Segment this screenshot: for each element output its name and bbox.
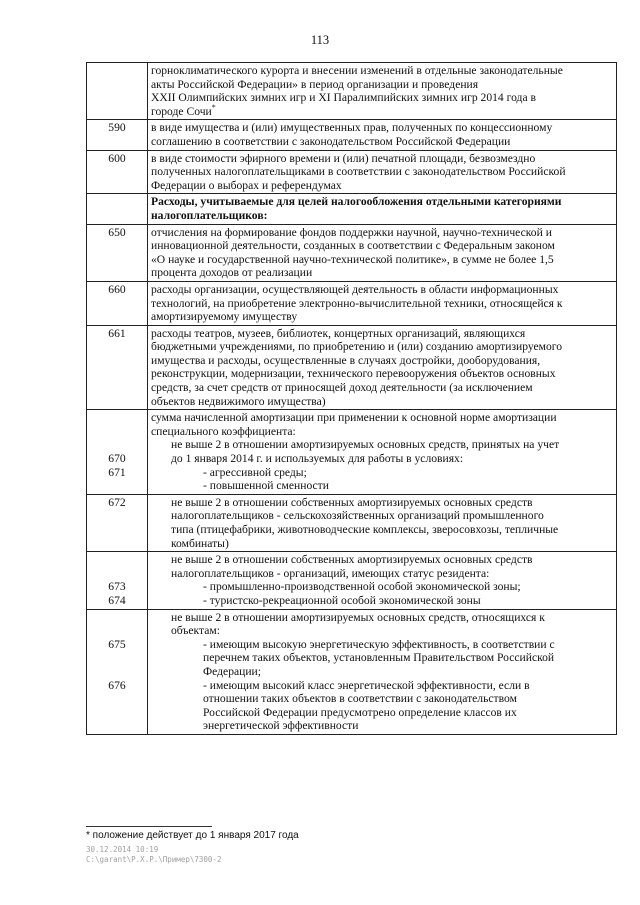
description-text: в виде стоимости эфирного времени и (или) печатной площади, безвозмездно	[151, 151, 536, 165]
description-text: имущества и расходы, осуществленные в случаях достройки, дооборудования,	[151, 353, 541, 367]
table-row	[87, 150, 617, 194]
description-text: расходы организации, осуществляющей деятельность в области информационных	[151, 282, 559, 296]
description-line	[151, 64, 613, 78]
description-text: не выше 2 в отношении собственных амортизируемых основных средств	[171, 495, 533, 509]
description-text: Российской Федерации предусмотрено определение классов их	[203, 705, 517, 719]
description-line	[151, 283, 613, 297]
description-line	[151, 179, 613, 193]
code-value: 676	[108, 678, 126, 692]
code-cell	[87, 150, 148, 194]
description-line	[151, 567, 613, 581]
description-text: средств, за счет средств от приносящей доход деятельности (за исключением	[151, 381, 533, 395]
code-value: 675	[108, 637, 126, 651]
code-value: 673	[108, 580, 126, 594]
code-value: 650	[108, 225, 126, 239]
description-text: - агрессивной среды;	[203, 465, 307, 479]
description-line	[151, 239, 613, 253]
description-line	[151, 209, 613, 223]
code-value: 661	[108, 326, 126, 340]
description-text: Расходы, учитываемые для целей налогообложения отдельными категориями	[151, 195, 562, 209]
code-value: 674	[108, 593, 126, 607]
description-line	[151, 466, 613, 480]
description-line	[151, 452, 613, 466]
description-line	[151, 226, 613, 240]
code-spacer	[90, 706, 144, 720]
description-text: Федерации;	[203, 664, 261, 678]
code-cell	[87, 120, 148, 150]
code-spacer	[90, 692, 144, 706]
description-line	[151, 121, 613, 135]
description-text: - имеющим высокий класс энергетической эффективности, если в	[203, 678, 530, 692]
description-text: перечнем таких объектов, установленным Правительством Российской	[203, 651, 555, 665]
description-line	[151, 297, 613, 311]
description-text: в виде имущества и (или) имущественных прав, полученных по концессионному	[151, 121, 553, 135]
code-value: 590	[108, 121, 126, 135]
description-text: соглашению в соответствии с законодательством Российской Федерации	[151, 134, 511, 148]
description-text: отношении таких объектов в соответствии с законодательством	[203, 692, 517, 706]
description-text: городе Сочи	[151, 104, 212, 118]
description-cell	[148, 63, 617, 120]
description-line	[151, 553, 613, 567]
code-cell	[87, 552, 148, 609]
code-spacer	[90, 411, 144, 425]
code-spacer	[90, 64, 144, 78]
description-text: отчисления на формирование фондов поддержки научной, научно-технической и	[151, 225, 552, 239]
page-number: 113	[310, 33, 330, 47]
description-line	[151, 624, 613, 638]
description-line	[151, 152, 613, 166]
description-text: до 1 января 2014 г. и используемых для работы в условиях:	[171, 452, 464, 466]
description-text: специального коэффициента:	[151, 424, 296, 438]
description-cell	[148, 281, 617, 325]
description-text: - имеющим высокую энергетическую эффективность, в соответствии с	[203, 637, 555, 651]
code-cell	[87, 224, 148, 281]
code-spacer	[90, 425, 144, 439]
code-cell	[87, 281, 148, 325]
description-line	[151, 78, 613, 92]
code-spacer	[90, 611, 144, 625]
footnote-marker: *	[86, 830, 90, 841]
description-line	[151, 523, 613, 537]
description-text: амортизируемому имуществу	[151, 310, 298, 324]
description-text: акты Российской Федерации» в период организации и проведения	[151, 77, 479, 91]
table-body	[87, 63, 617, 735]
description-text: XXII Олимпийских зимних игр и XI Паралимпийских зимних игр 2014 года в	[151, 91, 536, 105]
footnote-reference: *	[211, 102, 216, 112]
description-text: полученных налогоплательщиками в соответствии с законодательством Российской	[151, 165, 566, 179]
description-line	[151, 509, 613, 523]
description-line	[151, 354, 613, 368]
code-spacer	[90, 719, 144, 733]
description-text: «О науке и государственной научно-технической политике», в сумме не более 1,5	[151, 252, 554, 266]
description-line	[151, 706, 613, 720]
code-spacer	[90, 438, 144, 452]
description-line	[151, 327, 613, 341]
description-line	[151, 580, 613, 594]
description-cell	[148, 609, 617, 734]
description-text: - туристско-рекреационной особой экономической зоны	[203, 593, 481, 607]
description-text: сумма начисленной амортизации при применении к основной норме амортизации	[151, 411, 557, 425]
description-cell	[148, 410, 617, 495]
description-line	[151, 367, 613, 381]
description-line	[151, 479, 613, 493]
table-row	[87, 494, 617, 551]
description-line	[151, 411, 613, 425]
code-value: 672	[108, 495, 126, 509]
table-row	[87, 325, 617, 410]
description-cell	[148, 552, 617, 609]
description-cell	[148, 325, 617, 410]
description-cell	[148, 120, 617, 150]
description-line	[151, 102, 613, 119]
description-line	[151, 425, 613, 439]
code-spacer	[90, 567, 144, 581]
table-row	[87, 194, 617, 224]
code-spacer	[90, 195, 144, 209]
description-text: не выше 2 в отношении амортизируемых основных средств, относящихся к	[171, 610, 545, 624]
description-line	[151, 310, 613, 324]
code-cell	[87, 410, 148, 495]
description-text: налогоплательщиков - организаций, имеющих статус резидента:	[171, 566, 490, 580]
description-line	[151, 253, 613, 267]
description-line	[151, 692, 613, 706]
description-text: не выше 2 в отношении амортизируемых основных средств, принятых на учет	[171, 438, 560, 452]
code-value: 670	[108, 452, 126, 466]
code-spacer	[90, 553, 144, 567]
description-line	[151, 496, 613, 510]
description-text: налогоплательщиков:	[151, 208, 268, 222]
code-spacer	[90, 624, 144, 638]
code-value: 660	[108, 282, 126, 296]
description-text: инновационной деятельности, созданных в соответствии с Федеральным законом	[151, 239, 555, 253]
description-text: - промышленно-производственной особой экономической зоны;	[203, 580, 521, 594]
description-text: Федерации о выборах и референдумах	[151, 178, 342, 192]
description-text: комбинаты)	[171, 536, 229, 550]
table-row	[87, 609, 617, 734]
code-spacer	[90, 665, 144, 679]
description-text: объектам:	[171, 624, 220, 638]
code-cell	[87, 325, 148, 410]
description-line	[151, 611, 613, 625]
description-text: бюджетными учреждениями, по приобретению и (или) созданию амортизируемого	[151, 340, 563, 354]
description-text: технологий, на приобретение электронно-вычислительной техники, относящейся к	[151, 296, 563, 310]
description-line	[151, 91, 613, 105]
description-text: типа (птицефабрики, животноводческие комплексы, зверосовхозы, тепличные	[171, 523, 559, 536]
table-row	[87, 63, 617, 120]
table-row	[87, 410, 617, 495]
description-line	[151, 340, 613, 354]
description-text: налогоплательщиков - сельскохозяйственных организаций промышленного	[171, 509, 544, 523]
description-text: реконструкции, модернизации, технического перевооружения объектов основных	[151, 367, 556, 381]
description-line	[151, 165, 613, 179]
code-cell	[87, 494, 148, 551]
description-text: расходы театров, музеев, библиотек, концертных организаций, являющихся	[151, 326, 526, 340]
description-text: не выше 2 в отношении собственных амортизируемых основных средств	[171, 553, 533, 567]
description-line	[151, 651, 613, 665]
table-row	[87, 120, 617, 150]
table-row	[87, 224, 617, 281]
footnote-separator	[86, 826, 212, 827]
description-line	[151, 537, 613, 551]
description-line	[151, 135, 613, 149]
description-cell	[148, 150, 617, 194]
code-cell	[87, 609, 148, 734]
description-line	[151, 266, 613, 280]
description-text: горноклиматического курорта и внесении изменений в отдельные законодательные	[151, 64, 563, 77]
description-line	[151, 679, 613, 693]
table-row	[87, 552, 617, 609]
code-value: 600	[108, 151, 126, 165]
description-line	[151, 719, 613, 733]
description-line	[151, 594, 613, 608]
description-line	[151, 438, 613, 452]
footnote	[86, 830, 299, 841]
print-stamp-path: С:\garant\Р.Х.Р.\Пример\7300-2	[86, 855, 222, 864]
description-text: энергетической эффективности	[203, 719, 359, 733]
code-spacer	[90, 651, 144, 665]
print-stamp-date: 30.12.2014 10:19	[86, 845, 159, 854]
table-row	[87, 281, 617, 325]
description-line	[151, 395, 613, 409]
description-cell	[148, 494, 617, 551]
description-line	[151, 195, 613, 209]
description-line	[151, 665, 613, 679]
income-expense-codes-table	[86, 62, 617, 735]
code-cell	[87, 194, 148, 224]
description-cell	[148, 224, 617, 281]
code-value: 671	[108, 465, 126, 479]
description-line	[151, 381, 613, 395]
description-text: процента доходов от реализации	[151, 266, 313, 280]
code-cell	[87, 63, 148, 120]
description-text: - повышенной сменности	[203, 479, 329, 493]
description-line	[151, 638, 613, 652]
section-heading-cell	[148, 194, 617, 224]
description-text: объектов недвижимого имущества)	[151, 394, 326, 408]
footnote-text: положение действует до 1 января 2017 года	[89, 830, 299, 841]
